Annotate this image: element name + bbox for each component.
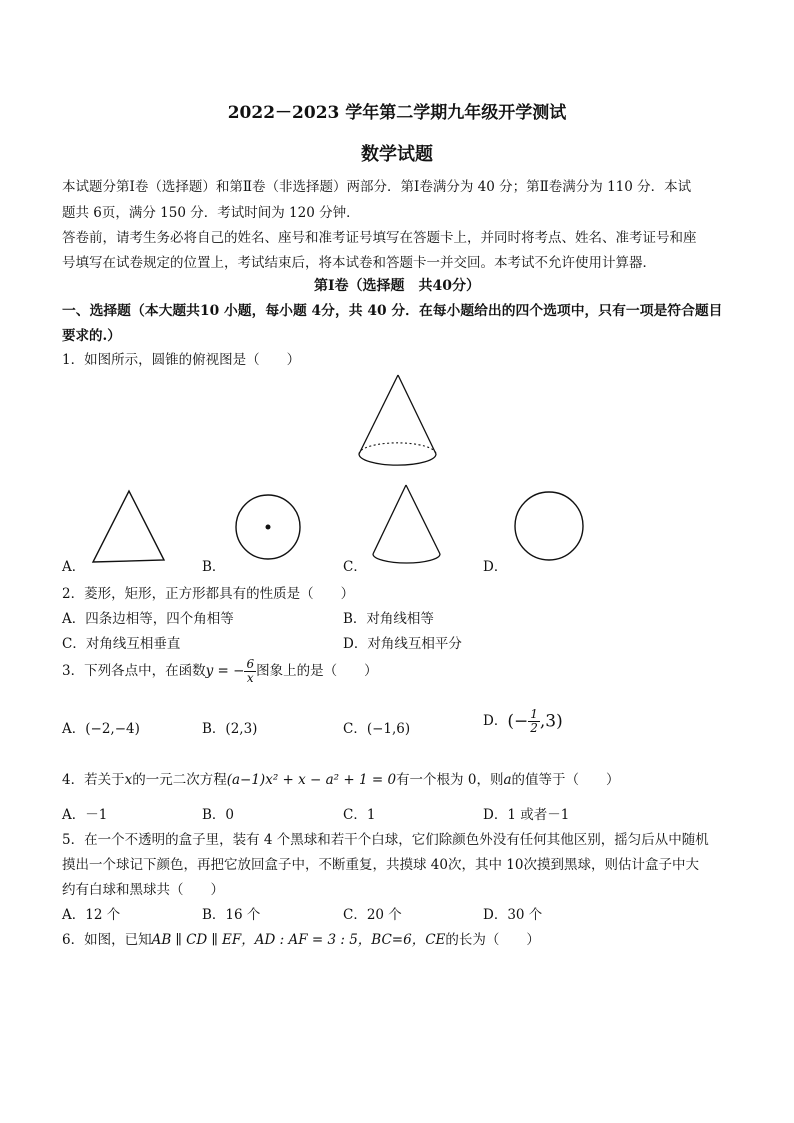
q3-function-fraction xyxy=(244,658,256,685)
q3-option-b-value: (2,3) xyxy=(225,721,258,737)
question-5-line: 摸出一个球记下颜色，再把它放回盒子中，不断重复，共摸球 40次，其中 10次摸到黑球，则估计盒子中大 xyxy=(62,857,699,873)
q4-stem-mid: 的一元二次方程 xyxy=(132,772,227,788)
q3-fraction-denominator: x xyxy=(246,671,254,685)
q4-stem-suffix: 的值等于（ ） xyxy=(511,772,620,788)
q3-option-a xyxy=(62,717,140,737)
q3-option-d-close: ,3) xyxy=(539,711,563,732)
question-5-line: 约有白球和黑球共（ ） xyxy=(62,882,224,898)
circle-with-center-dot-icon xyxy=(233,492,303,562)
q1-option-a-label: A． xyxy=(62,559,86,575)
q3-option-b-label: B． xyxy=(202,721,226,737)
q3-option-c-label: C． xyxy=(343,721,367,737)
question-2-stem: 2．菱形，矩形，正方形都具有的性质是（ ） xyxy=(62,586,355,602)
q3-option-d-fraction xyxy=(528,708,540,735)
q3-option-d-open: (− xyxy=(507,711,529,732)
q4-stem-prefix: 4．若关于 xyxy=(62,772,125,788)
q2-option-d: D．对角线互相平分 xyxy=(343,636,462,652)
exam-title: 2022－2023 学年第二学期九年级开学测试 xyxy=(227,103,567,123)
q3-function-lhs: y = − xyxy=(205,663,245,679)
q2-option-b: B．对角线相等 xyxy=(343,611,434,627)
q4-stem-mid2: 有一个根为 0，则 xyxy=(396,772,504,788)
cone-icon xyxy=(356,372,440,468)
q3-option-d xyxy=(483,708,563,735)
question-1-stem: 1．如图所示，圆锥的俯视图是（ ） xyxy=(62,352,301,368)
cone-icon xyxy=(370,482,444,566)
q3-option-c-value: (−1,6) xyxy=(366,721,411,737)
instruction-line: 答卷前，请考生务必将自己的姓名、座号和准考证号填写在答题卡上，并同时将考点、姓名、准考证号和座 xyxy=(62,230,697,246)
q4-variable-x: x xyxy=(124,772,133,788)
triangle-icon xyxy=(90,488,170,566)
instruction-line: 本试题分第Ⅰ卷（选择题）和第Ⅱ卷（非选择题）两部分．第Ⅰ卷满分为 40 分；第Ⅱ卷满分为 110 分．本试 xyxy=(62,179,692,195)
q5-option-b: B．16 个 xyxy=(202,907,261,923)
question-3-stem xyxy=(62,658,378,685)
q3-option-a-value: (−2,−4) xyxy=(85,721,140,737)
section-heading: 要求的.） xyxy=(62,328,121,344)
q4-equation: (a−1)x² + x − a² + 1 = 0 xyxy=(226,772,397,788)
q2-option-a: A．四条边相等，四个角相等 xyxy=(62,611,234,627)
q6-stem-suffix: 的长为（ ） xyxy=(445,932,540,948)
question-5-line: 5．在一个不透明的盒子里，装有 4 个黑球和若干个白球，它们除颜色外没有任何其他区别，摇匀后从中随机 xyxy=(62,832,709,848)
q4-option-d: D．1 或者－1 xyxy=(483,807,570,823)
q3-option-a-label: A． xyxy=(62,721,86,737)
q1-option-c-label: C． xyxy=(343,559,367,575)
exam-subtitle: 数学试题 xyxy=(361,144,433,165)
q3-option-d-numerator: 1 xyxy=(530,707,538,721)
section-heading: 一、选择题（本大题共10 小题，每小题 4分，共 40 分．在每小题给出的四个选项中，只有一项是符合题目 xyxy=(62,303,723,319)
section-title: 第Ⅰ卷（选择题 共40分） xyxy=(313,278,481,294)
circle-icon xyxy=(512,489,586,563)
question-4-stem xyxy=(62,768,620,788)
q6-condition: AB ∥ CD ∥ EF，AD : AF = 3 : 5，BC=6，CE xyxy=(151,932,446,948)
instruction-line: 题共 6页，满分 150 分．考试时间为 120 分钟． xyxy=(62,205,360,221)
q3-fraction-numerator: 6 xyxy=(246,657,255,671)
question-6-stem xyxy=(62,928,540,948)
q5-option-d: D．30 个 xyxy=(483,907,543,923)
q6-stem-prefix: 6．如图，已知 xyxy=(62,932,152,948)
q1-option-b-label: B． xyxy=(202,559,226,575)
q3-option-d-denominator: 2 xyxy=(530,721,538,735)
q4-option-a: A．－1 xyxy=(62,807,108,823)
q4-option-c: C．1 xyxy=(343,807,376,823)
q3-stem-suffix: 图象上的是（ ） xyxy=(256,663,378,679)
q3-option-d-label: D． xyxy=(483,713,508,729)
q4-variable-a: a xyxy=(503,772,512,788)
q3-option-b xyxy=(202,717,257,737)
q5-option-a: A．12 个 xyxy=(62,907,121,923)
instruction-line: 号填写在试卷规定的位置上，考试结束后，将本试卷和答题卡一并交回。本考试不允许使用计算器． xyxy=(62,255,656,271)
q1-option-d-label: D． xyxy=(483,559,508,575)
q3-stem-prefix: 3．下列各点中，在函数 xyxy=(62,663,206,679)
q2-option-c: C．对角线互相垂直 xyxy=(62,636,181,652)
q3-option-c xyxy=(343,717,410,737)
q5-option-c: C．20 个 xyxy=(343,907,402,923)
q4-option-b: B．0 xyxy=(202,807,235,823)
